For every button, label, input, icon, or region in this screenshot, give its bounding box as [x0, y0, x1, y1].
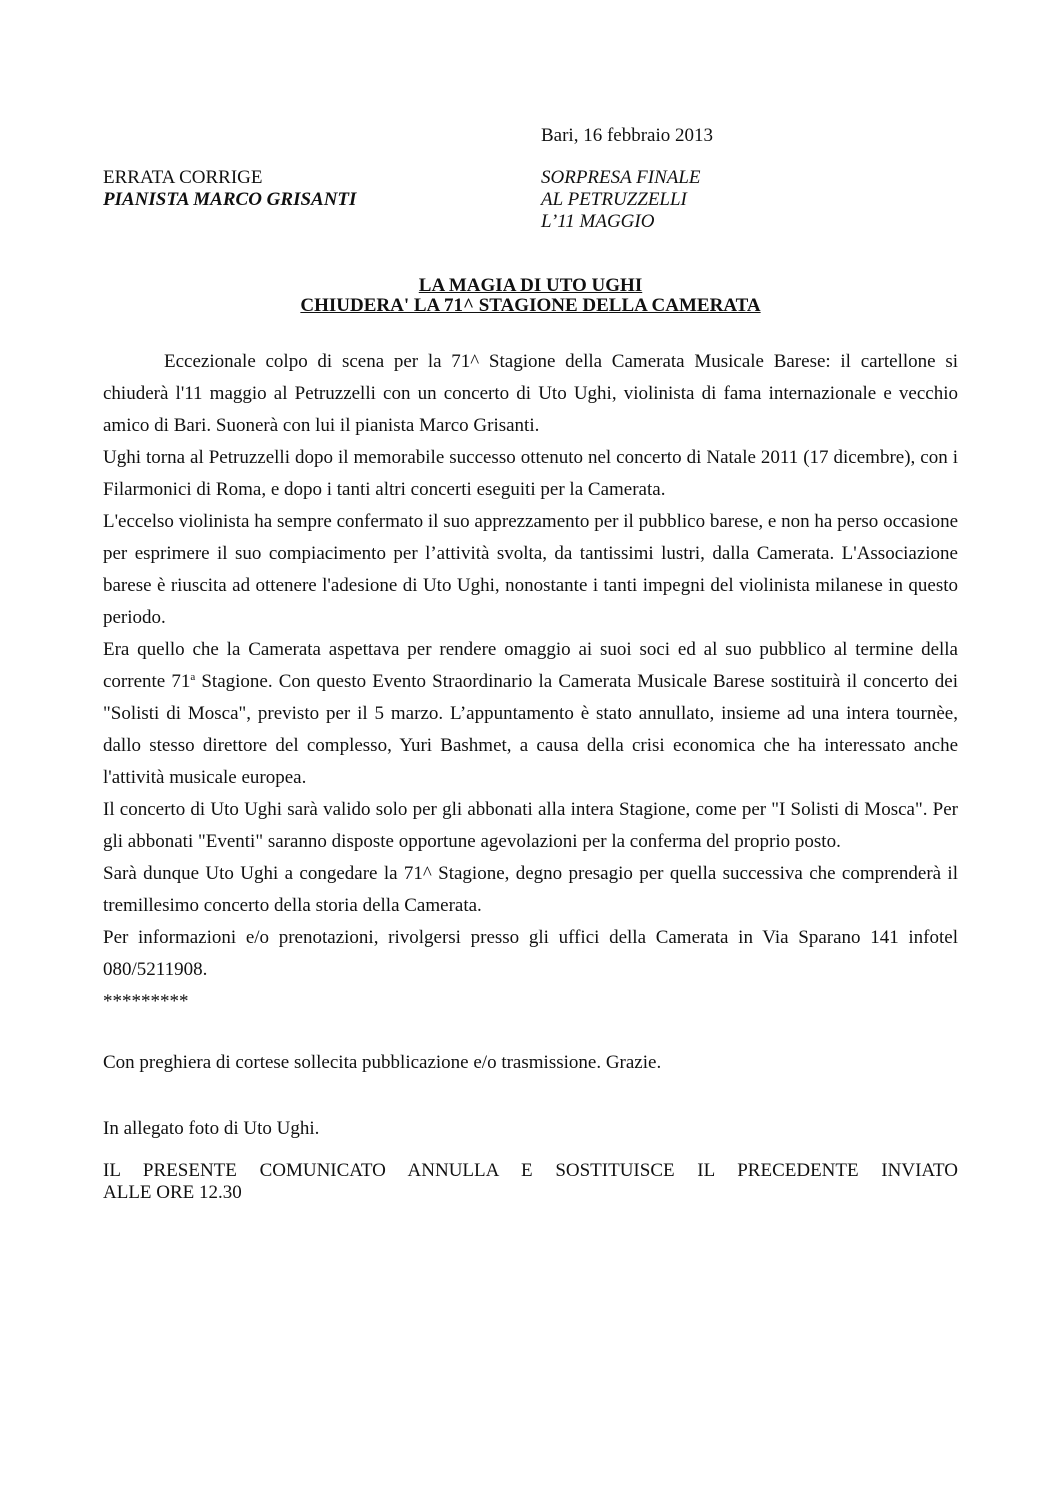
headline: [103, 276, 958, 316]
pianist-label: PIANISTA MARCO GRISANTI: [103, 189, 357, 210]
paragraph-2: Ughi torna al Petruzzelli dopo il memorabile successo ottenuto nel concerto di Natale 2011 (17 dicembre), con i Filarmonici di Roma, e dopo i tanti altri concerti eseguiti per la Camerata.: [103, 447, 958, 500]
paragraph-4: [103, 634, 958, 794]
right-header-line-1: SORPRESA FINALE: [541, 167, 701, 188]
headline-line-1: LA MAGIA DI UTO UGHI: [418, 275, 643, 296]
document-date: Bari, 16 febbraio 2013: [541, 125, 714, 146]
paragraph-7: Per informazioni e/o prenotazioni, rivolgersi presso gli uffici della Camerata in Via Sparano 141 infotel 080/5211908.: [103, 927, 958, 980]
body-text: [103, 346, 958, 1018]
right-header-line-3: L’11 MAGGIO: [541, 211, 655, 232]
separator: *********: [103, 991, 189, 1012]
paragraph-6: Sarà dunque Uto Ughi a congedare la 71^ Stagione, degno presagio per quella successiva che comprenderà il tremillesimo concerto della storia della Camerata.: [103, 863, 958, 916]
headline-line-2: CHIUDERA' LA 71^ STAGIONE DELLA CAMERATA: [300, 295, 761, 316]
header-right-block: [541, 167, 701, 233]
paragraph-4-part-a: Era quello che la Camerata aspettava per rendere omaggio ai suoi soci ed al suo pubblico al termine della corrente 71: [103, 639, 958, 692]
paragraph-4-part-b: Stagione. Con questo Evento Straordinario la Camerata Musicale Barese sostituirà il concerto dei "Solisti di Mosca", previsto per il 5 marzo. L’appuntamento è stato annullato, insieme ad una intera tournèe, dallo stesso direttore del complesso, Yuri Bashmet, a causa della crisi economica che ha interessato anche l'attività musicale europea.: [103, 671, 958, 788]
publication-request: Con preghiera di cortese sollecita pubblicazione e/o trasmissione. Grazie.: [103, 1052, 662, 1073]
ordinal-superscript: a: [190, 671, 196, 683]
replacement-notice: [103, 1160, 958, 1204]
attachment-note: In allegato foto di Uto Ughi.: [103, 1118, 320, 1139]
paragraph-1: Eccezionale colpo di scena per la 71^ Stagione della Camerata Musicale Barese: il cartellone si chiuderà l'11 maggio al Petruzzelli con un concerto di Uto Ughi, violinista di fama internazionale e vecchio amico di Bari. Suonerà con lui il pianista Marco Grisanti.: [103, 351, 958, 436]
errata-corrige-label: ERRATA CORRIGE: [103, 167, 263, 188]
replacement-notice-line-2: ALLE ORE 12.30: [103, 1182, 242, 1203]
paragraph-5: Il concerto di Uto Ughi sarà valido solo per gli abbonati alla intera Stagione, come per "I Solisti di Mosca". Per gli abbonati "Eventi" saranno disposte opportune agevolazioni per la conferma del proprio posto.: [103, 799, 958, 852]
replacement-notice-line-1: IL PRESENTE COMUNICATO ANNULLA E SOSTITUISCE IL PRECEDENTE INVIATO: [103, 1160, 958, 1181]
header-left-block: [103, 167, 356, 211]
right-header-line-2: AL PETRUZZELLI: [541, 189, 687, 210]
paragraph-3: L'eccelso violinista ha sempre confermato il suo apprezzamento per il pubblico barese, e non ha perso occasione per esprimere il suo compiacimento per l’attività svolta, da tantissimi lustri, dalla Camerata. L'Associazione barese è riuscita ad ottenere l'adesione di Uto Ughi, nonostante i tanti impegni del violinista milanese in questo periodo.: [103, 511, 958, 628]
